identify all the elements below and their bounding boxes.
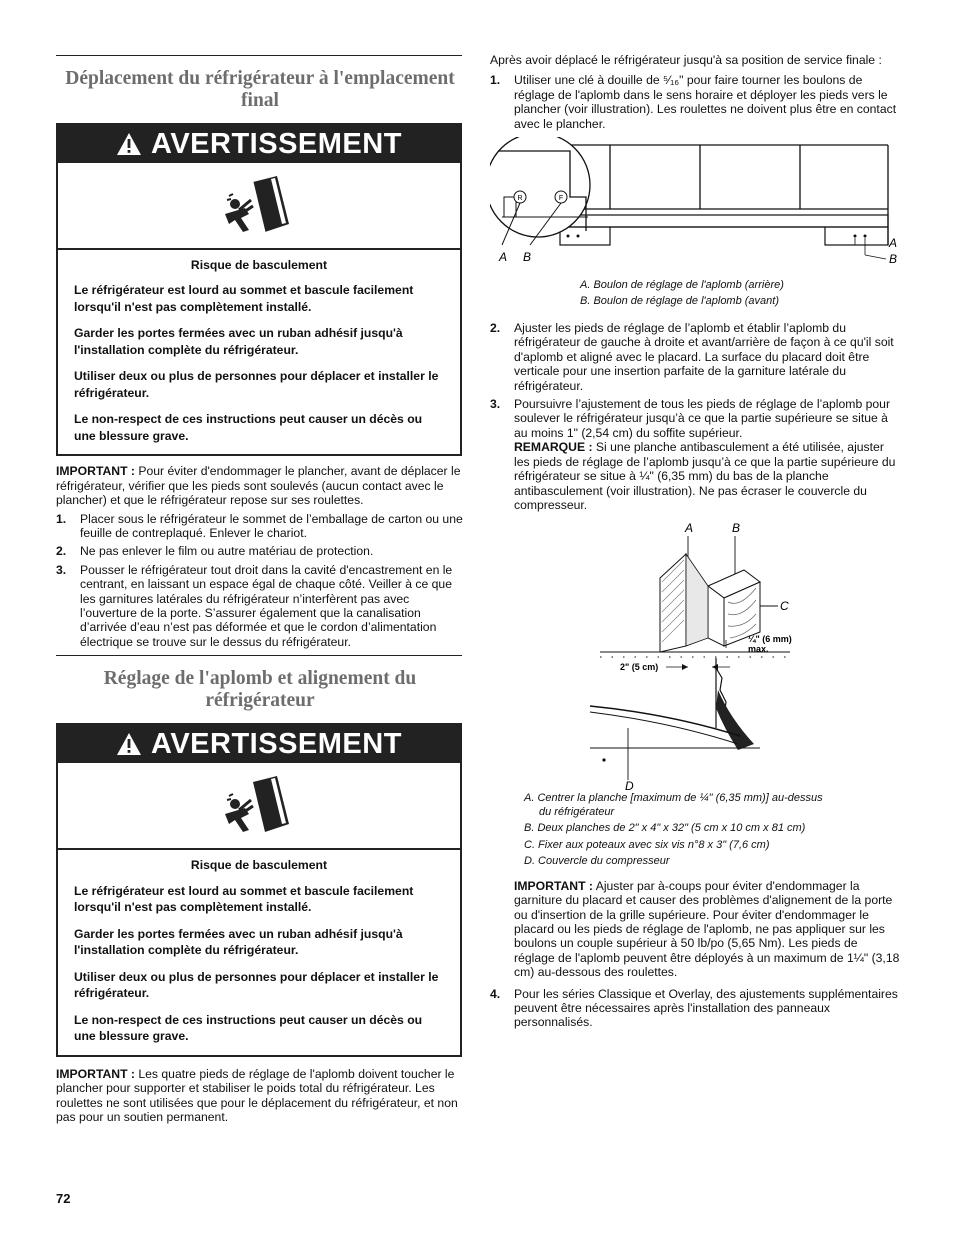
warning-risk-title: Risque de basculement <box>190 858 328 873</box>
steps-list-2 <box>490 73 900 131</box>
callout-a-left: A <box>499 250 508 265</box>
caption-line: B. Boulon de réglage de l'aplomb (avant) <box>580 294 780 307</box>
list-item <box>490 321 900 393</box>
steps-list-1 <box>56 512 464 650</box>
step-text: Ajuster les pieds de réglage de l’aplomb et établir l’aplomb du réfrigérateur de gauche à droite et avant/arrière de façon à ce qu'il soit d'aplomb et aligné avec le placard. La surface du placard doit être verticale pour une insertion parfaite de la garniture latérale du réfrigérateur. <box>514 321 894 393</box>
tip-over-hazard-icon <box>219 774 299 838</box>
important-text: Pour éviter d'endommager le plancher, avant de déplacer le réfrigérateur, vérifier que les pieds sont soulevés (aucun contact avec le plancher) et que le réfrigérateur repose sur ses roulettes. <box>56 464 461 508</box>
important-paragraph-2 <box>56 1067 464 1125</box>
refrigerator-base-illustration <box>490 137 900 275</box>
warning-header <box>58 125 460 163</box>
setback-label: 2" (5 cm) <box>620 662 659 673</box>
important-label: IMPORTANT : <box>56 464 135 479</box>
callout-b-left: B <box>523 250 532 265</box>
section-divider <box>56 55 462 56</box>
step-number: 1. <box>490 73 501 88</box>
list-item <box>490 987 900 1030</box>
figure2-caption <box>524 792 900 869</box>
warning-box-1 <box>56 123 462 456</box>
list-item <box>490 397 900 512</box>
important-label: IMPORTANT : <box>514 878 593 893</box>
warning-body <box>58 250 460 454</box>
remark-text: Si une planche antibasculement a été utilisée, ajuster les pieds de réglage de l’aplomb jusqu’à ce que la partie supérieure du réfrigérateur se situe à ¼" (6,35 mm) du bas de la planche antibasculement (voir illustration). Ne pas écraser le couvercle du compresseur. <box>514 440 896 512</box>
anti-tip-board-figure <box>490 518 900 790</box>
section-title-moving: Déplacement du réfrigérateur à l'emplacement final <box>65 68 455 111</box>
warning-line: Garder les portes fermées avec un ruban adhésif jusqu'à l'installation complète du réfrigérateur. <box>74 326 403 357</box>
caption-line: D. Couvercle du compresseur <box>524 855 670 868</box>
page-number: 72 <box>56 1191 71 1206</box>
remark-label: REMARQUE : <box>514 440 593 455</box>
warning-heading-text: AVERTISSEMENT <box>151 127 402 160</box>
callout-d: D <box>625 779 634 791</box>
warning-line: Le non-respect de ces instructions peut causer un décès ou une blessure grave. <box>74 412 423 443</box>
caption-line: B. Deux planches de 2" x 4" x 32" (5 cm x 10 cm x 81 cm) <box>524 822 806 835</box>
important-paragraph-3 <box>514 879 900 980</box>
callout-b-right: B <box>889 252 898 267</box>
step-text: Placer sous le réfrigérateur le sommet de l’emballage de carton ou une feuille de contreplaqué. Enlever le chariot. <box>80 511 463 541</box>
important-text: Ajuster par à-coups pour éviter d'endommager la garniture du placard et causer des problèmes d'alignement de la porte ou d'insertion de la grille supérieure. Pour éviter d'endommager le placard ou les pieds de réglage de l'aplomb, ne pas appliquer sur les boulons un couple supérieur à 50 lb/po (5,65 Nm). Les pieds de réglage de l'aplomb peuvent être déployés à un maximum de 1¼" (3,18 cm) au-dessous des roulettes. <box>514 878 900 980</box>
warning-line: Le non-respect de ces instructions peut causer un décès ou une blessure grave. <box>74 1012 423 1044</box>
step3-text: Poursuivre l’ajustement de tous les pieds de réglage de l’aplomb pour soulever le réfrigérateur jusqu’à ce que la partie supérieure se situe à au moins 1" (2,54 cm) du soffite supérieur. <box>514 397 891 440</box>
bolt-f-label: F <box>558 195 564 203</box>
warning-line: Le réfrigérateur est lourd au sommet et bascule facilement lorsqu'il n'est pas complètement installé. <box>74 883 414 915</box>
step-number: 2. <box>490 321 501 336</box>
caption-line: C. Fixer aux poteaux avec six vis n°8 x 3" (7,6 cm) <box>524 838 770 851</box>
step-text: Pour les séries Classique et Overlay, des ajustements supplémentaires peuvent être nécessaires après l'installation des panneaux personnalisés. <box>514 986 898 1030</box>
callout-b: B <box>732 521 741 536</box>
left-column <box>56 55 464 1124</box>
list-item <box>56 563 464 649</box>
important-paragraph-1 <box>56 464 464 507</box>
callout-a-right: A <box>889 236 898 251</box>
tip-over-pictogram <box>58 763 460 850</box>
list-item <box>490 73 900 131</box>
warning-header <box>58 725 460 763</box>
caption-line: A. Boulon de réglage de l'aplomb (arrière) <box>580 279 784 292</box>
step-text: Pousser le réfrigérateur tout droit dans la cavité d'encastrement en le centrant, en laissant un espace égal de chaque côté. Veiller à ce que les garnitures latérales du réfrigérateur n’interfèrent pas avec l’ouverture de la porte. S’assurer également que la canalisation d’arrivée d’eau n’est pas déformée et que le cordon d’alimentation électrique se trouve sur le dessus du réfrigérateur. <box>80 562 453 649</box>
warning-line: Utiliser deux ou plus de personnes pour déplacer et installer le réfrigérateur. <box>74 969 439 1001</box>
callout-a: A <box>685 521 694 536</box>
bolt-r-label: R <box>517 195 523 203</box>
right-column <box>490 53 900 1034</box>
warning-line: Le réfrigérateur est lourd au sommet et bascule facilement lorsqu'il n'est pas complètement installé. <box>74 283 414 314</box>
step-text: Ne pas enlever le film ou autre matériau de protection. <box>80 544 374 559</box>
list-item <box>56 544 464 558</box>
step-number: 2. <box>56 544 67 559</box>
section-title-leveling: Réglage de l'aplomb et alignement du réfrigérateur <box>103 668 417 712</box>
caption-line: du réfrigérateur <box>539 805 615 818</box>
figure1-caption <box>580 278 900 309</box>
intro-text: Après avoir déplacé le réfrigérateur jusqu'à sa position de service finale : <box>490 53 882 67</box>
step-number: 3. <box>56 562 67 577</box>
steps-list-3 <box>490 321 900 512</box>
warning-triangle-icon <box>116 132 142 156</box>
important-label: IMPORTANT : <box>56 1066 135 1081</box>
steps-list-4 <box>490 987 900 1030</box>
warning-box-2 <box>56 723 462 1056</box>
warning-line: Utiliser deux ou plus de personnes pour déplacer et installer le réfrigérateur. <box>74 369 439 400</box>
gap-label: ¼" (6 mm) <box>748 634 792 645</box>
step-text: Utiliser une clé à douille de ⁵⁄₁₆" pour faire tourner les boulons de réglage de l'aplomb dans le sens horaire et déployer les pieds vers le plancher (voir illustration). Les roulettes ne doivent plus être en contact avec le plancher. <box>514 73 897 131</box>
list-item <box>56 512 464 541</box>
tip-over-hazard-icon <box>219 174 299 238</box>
warning-heading-text: AVERTISSEMENT <box>151 728 402 761</box>
caption-line: A. Centrer la planche [maximum de ¼" (6,35 mm)] au-dessus <box>524 792 823 805</box>
step-number: 1. <box>56 511 67 526</box>
tip-over-pictogram <box>58 163 460 250</box>
warning-line: Garder les portes fermées avec un ruban adhésif jusqu'à l'installation complète du réfrigérateur. <box>74 926 403 958</box>
warning-triangle-icon <box>116 732 142 756</box>
warning-risk-title: Risque de basculement <box>190 258 328 272</box>
anti-tip-board-illustration <box>490 518 900 790</box>
warning-body <box>58 850 460 1054</box>
important-text: Les quatre pieds de réglage de l'aplomb doivent toucher le plancher pour supporter et stabiliser le poids total du réfrigérateur. Les roulettes ne sont utilisées que pour le déplacement du réfrigérateur, et non pas pour un soutien permanent. <box>56 1066 458 1124</box>
leveling-bolts-figure <box>490 137 900 275</box>
section-divider <box>56 655 462 656</box>
step-number: 4. <box>490 986 501 1001</box>
callout-c: C <box>780 599 789 614</box>
step-number: 3. <box>490 397 501 412</box>
step-text <box>514 397 900 512</box>
gap-max-label: max. <box>748 644 769 655</box>
